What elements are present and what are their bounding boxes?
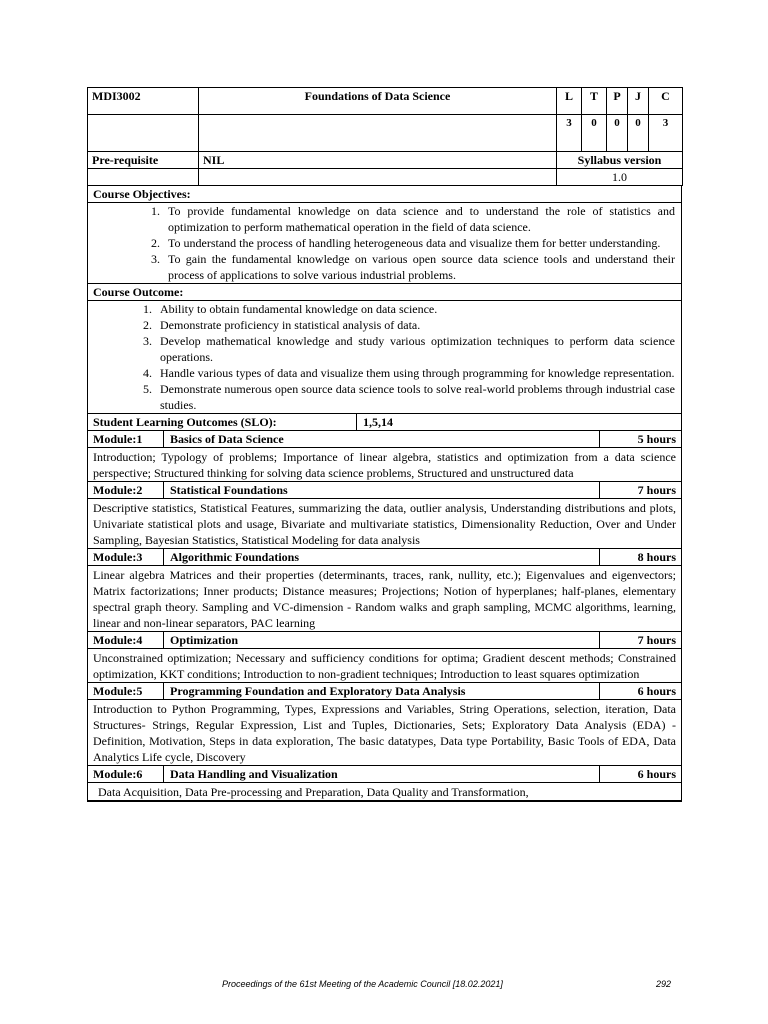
syllabus-page [87, 87, 682, 802]
list-item-number: 3. [143, 334, 152, 348]
module-content: Linear algebra Matrices and their properties (determinants, traces, rank, nullity, etc.); Eigenvalues and eigenvectors; Matrix factorizations; Inner products; Distance measures; Projections; Notion of hyperplanes; half-planes, elementary spectral graph theory. Sampling and VC-dimension - Random walks and graph sampling, MCMC algorithms, learning, linear and non-linear separators, PAC learning [88, 566, 681, 632]
module-title: Statistical Foundations [164, 482, 600, 498]
footer-text: Proceedings of the 61st Meeting of the Academic Council [18.02.2021] [222, 979, 503, 989]
ltpjc-label-p: P [607, 88, 628, 115]
list-item-text: To gain the fundamental knowledge on various open source data science tools and understand their process of applications to solve various industrial problems. [168, 252, 675, 282]
module-hours: 7 hours [637, 633, 676, 647]
course-outcome-title: Course Outcome: [88, 284, 681, 301]
course-objectives-section [87, 186, 682, 802]
course-objectives-list [88, 203, 681, 284]
module-hours: 5 hours [637, 432, 676, 446]
module-header [88, 683, 681, 700]
prereq-value: NIL [199, 152, 557, 169]
module-content: Data Acquisition, Data Pre-processing and Preparation, Data Quality and Transformation, [88, 783, 681, 801]
ltpjc-label-c: C [649, 88, 683, 115]
list-item-text: Demonstrate proficiency in statistical analysis of data. [160, 318, 421, 332]
syllabus-version-label: Syllabus version [557, 152, 683, 169]
ltpjc-label-l: L [557, 88, 582, 115]
ltpjc-value-c: 3 [649, 115, 683, 152]
ltpjc-value-p: 0 [607, 115, 628, 152]
module-header [88, 482, 681, 499]
list-item-number: 4. [143, 366, 152, 380]
module-label: Module:2 [88, 482, 164, 498]
slo-value: 1,5,14 [363, 415, 393, 429]
module-title: Data Handling and Visualization [164, 766, 600, 782]
course-header-table [87, 87, 683, 186]
list-item-text: To understand the process of handling heterogeneous data and visualize them for better understanding. [168, 236, 661, 250]
list-item-text: Demonstrate numerous open source data science tools to solve real-world problems through industrial case studies. [160, 382, 675, 412]
syllabus-version-value: 1.0 [557, 169, 683, 186]
module-label: Module:5 [88, 683, 164, 699]
course-objectives-title: Course Objectives: [88, 186, 681, 203]
module-header [88, 549, 681, 566]
list-item-number: 1. [151, 204, 160, 218]
empty-cell [88, 115, 199, 152]
module-hours: 6 hours [637, 684, 676, 698]
ltpjc-value-j: 0 [628, 115, 649, 152]
course-code: MDI3002 [88, 88, 199, 115]
modules-list [88, 431, 681, 801]
module-label: Module:6 [88, 766, 164, 782]
module-label: Module:4 [88, 632, 164, 648]
module-header [88, 632, 681, 649]
list-item-text: Ability to obtain fundamental knowledge on data science. [160, 302, 438, 316]
ltpjc-label-j: J [628, 88, 649, 115]
page-number: 292 [656, 979, 672, 989]
module-header [88, 431, 681, 448]
list-item-text: To provide fundamental knowledge on data science and to understand the role of statistics and optimization to perform mathematical operation in the field of data science. [168, 204, 675, 234]
module-hours: 8 hours [637, 550, 676, 564]
module-title: Algorithmic Foundations [164, 549, 600, 565]
module-title: Basics of Data Science [164, 431, 600, 447]
list-item [88, 235, 675, 251]
empty-cell [88, 169, 199, 186]
list-item-text: Develop mathematical knowledge and study various optimization techniques to perform data science operations. [160, 334, 675, 364]
module-content: Introduction; Typology of problems; Importance of linear algebra, statistics and optimization from a data science perspective; Structured thinking for solving data science problems, Structured and unstructured data [88, 448, 681, 482]
list-item [88, 301, 675, 317]
list-item-number: 2. [143, 318, 152, 332]
module-content: Introduction to Python Programming, Types, Expressions and Variables, String Operations, selection, iteration, Data Structures- Strings, Regular Expression, List and Tuples, Dictionaries, Sets; Exploratory Data Analysis (EDA) - Definition, Motivation, Steps in data exploration, The basic datatypes, Data type Portability, Basic Tools of EDA, Data Analytics Life cycle, Discovery [88, 700, 681, 766]
ltpjc-value-t: 0 [582, 115, 607, 152]
slo-label: Student Learning Outcomes (SLO): [88, 414, 357, 430]
prereq-label: Pre-requisite [88, 152, 199, 169]
list-item [88, 333, 675, 365]
module-content: Unconstrained optimization; Necessary and sufficiency conditions for optima; Gradient descent methods; Constrained optimization, KKT conditions; Introduction to non-gradient techniques; Introduction to least squares optimization [88, 649, 681, 683]
course-outcome-list [88, 301, 681, 414]
module-title: Optimization [164, 632, 600, 648]
empty-cell [199, 115, 557, 152]
ltpjc-value-l: 3 [557, 115, 582, 152]
list-item [88, 365, 675, 381]
list-item [88, 203, 675, 235]
module-header [88, 766, 681, 783]
module-content: Descriptive statistics, Statistical Features, summarizing the data, outlier analysis, Understanding distributions and plots, Univariate statistical plots and usage, Bivariate and multivariate statistics, Dimensionality Reduction, Over and Under Sampling, Bayesian Statistics, Statistical Modeling for data analysis [88, 499, 681, 549]
module-hours: 6 hours [637, 767, 676, 781]
list-item-number: 2. [151, 236, 160, 250]
list-item-number: 5. [143, 382, 152, 396]
list-item-number: 1. [143, 302, 152, 316]
list-item [88, 381, 675, 413]
module-hours: 7 hours [637, 483, 676, 497]
list-item [88, 317, 675, 333]
ltpjc-label-t: T [582, 88, 607, 115]
list-item-number: 3. [151, 252, 160, 266]
module-title: Programming Foundation and Exploratory Data Analysis [164, 683, 600, 699]
list-item-text: Handle various types of data and visualize them using through programming for knowledge representation. [160, 366, 675, 380]
empty-cell [199, 169, 557, 186]
module-label: Module:3 [88, 549, 164, 565]
slo-row [88, 414, 681, 431]
course-title: Foundations of Data Science [199, 88, 557, 115]
module-label: Module:1 [88, 431, 164, 447]
list-item [88, 251, 675, 283]
